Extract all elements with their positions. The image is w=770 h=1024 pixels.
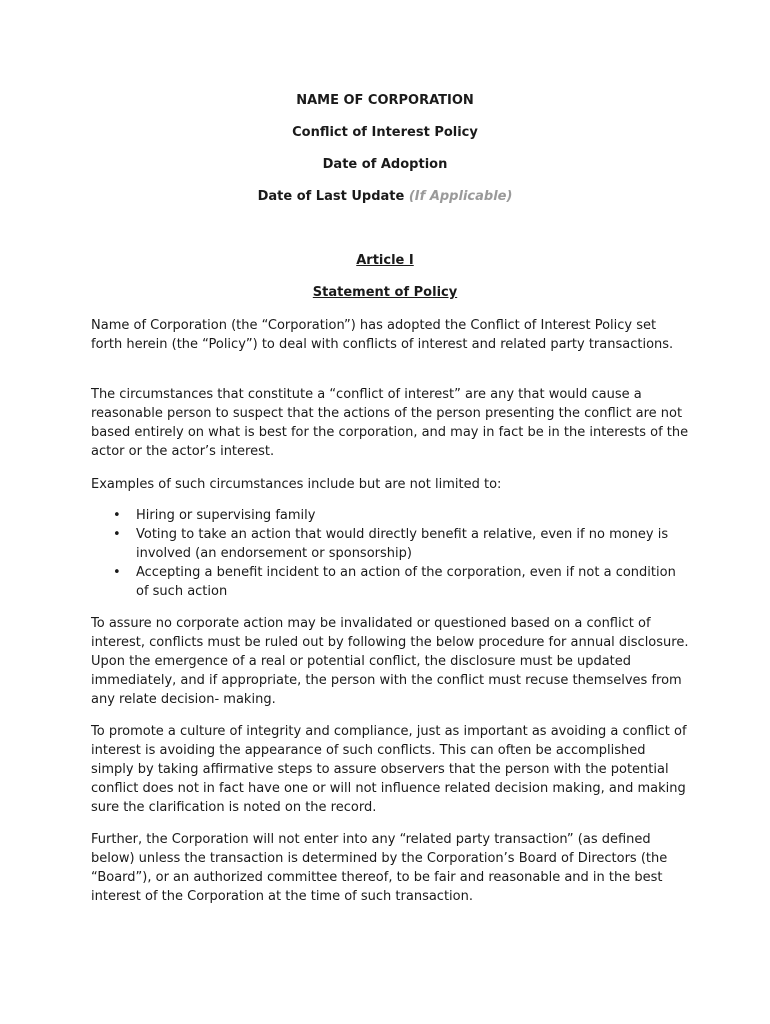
examples-intro: Examples of such circumstances include but are not limited to:	[91, 477, 502, 492]
bullet-icon: •	[113, 527, 121, 542]
policy-paragraph-1: Name of Corporation (the “Corporation”) has adopted the Conflict of Interest Policy set forth herein (the “Policy”) to deal with conflicts of interest and related party transactions.	[91, 318, 674, 352]
article-heading: Statement of Policy	[312, 285, 458, 300]
list-item	[91, 525, 691, 563]
article-number: Article I	[356, 253, 414, 268]
adoption-date: Date of Adoption	[322, 157, 448, 172]
policy-paragraph-2: The circumstances that constitute a “conflict of interest” are any that would cause a reasonable person to suspect that the actions of the person presenting the conflict are not based entirely on what is best for the corporation, and may in fact be in the interests of the actor or the actor’s interest.	[91, 387, 689, 459]
bullet-icon: •	[113, 508, 121, 523]
policy-paragraph-5: To promote a culture of integrity and compliance, just as important as avoiding a conflict of interest is avoiding the appearance of such conflicts. This can often be accomplished simply by taking affirmative steps to assure observers that the person with the potential conflict does not in fact have one or will not influence related decision making, and making sure the clarification is noted on the record.	[91, 724, 687, 815]
list-item-text: Voting to take an action that would directly benefit a relative, even if no money is involved (an endorsement or sponsorship)	[136, 527, 669, 561]
list-item	[91, 563, 691, 601]
policy-paragraph-6: Further, the Corporation will not enter into any “related party transaction” (as defined below) unless the transaction is determined by the Corporation’s Board of Directors (the “Board”), or an authorized committee thereof, to be fair and reasonable and in the best interest of the Corporation at the time of such transaction.	[91, 832, 668, 904]
list-item	[91, 506, 691, 525]
policy-title: Conflict of Interest Policy	[292, 125, 478, 140]
policy-paragraph-4: To assure no corporate action may be invalidated or questioned based on a conflict of interest, conflicts must be ruled out by following the below procedure for annual disclosure. Upon the emergence of a real or potential conflict, the disclosure must be updated immediately, and if appropriate, the person with the conflict must recuse themselves from any relate decision- making.	[91, 616, 689, 707]
examples-list	[91, 506, 691, 601]
last-update-note: (If Applicable)	[408, 189, 513, 204]
bullet-icon: •	[113, 565, 121, 580]
list-item-text: Accepting a benefit incident to an action of the corporation, even if not a condition of such action	[136, 565, 676, 599]
corporation-name: NAME OF CORPORATION	[296, 93, 474, 108]
last-update-label: Date of Last Update	[257, 189, 405, 204]
list-item-text: Hiring or supervising family	[136, 508, 316, 523]
last-update-line	[0, 188, 770, 206]
